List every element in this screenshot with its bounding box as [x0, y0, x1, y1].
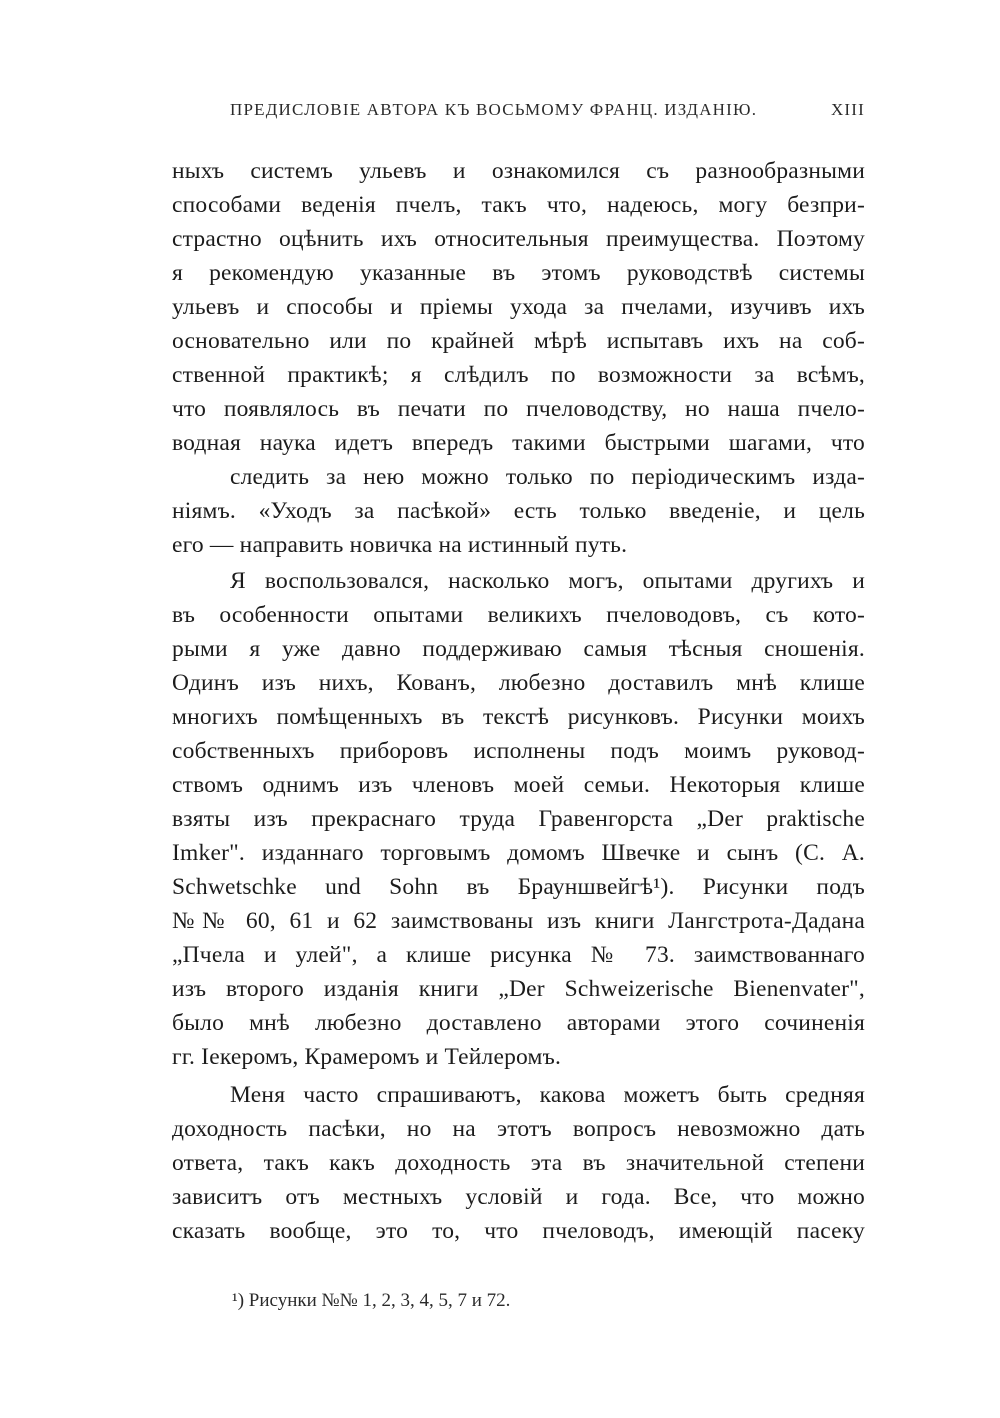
text-line: я рекомендую указанные въ этомъ руководствѣ системы [172, 260, 865, 286]
text-line: собственныхъ приборовъ исполнены подъ моимъ руковод- [172, 738, 865, 764]
text-line: страстно оцѣнить ихъ относительныя преимущества. Поэтому [172, 226, 865, 252]
text-line: рыми я уже давно поддерживаю самыя тѣсныя сношенія. [172, 636, 865, 662]
text-line: сказать вообще, это то, что пчеловодъ, имеющій пасеку [172, 1218, 865, 1244]
text-line: доходность пасѣки, но на этотъ вопросъ невозможно дать [172, 1116, 865, 1142]
paragraph-start-line: Меня часто спрашиваютъ, какова можетъ быть средняя [230, 1082, 865, 1108]
running-head [230, 100, 865, 120]
text-line: ствомъ однимъ изъ членовъ моей семьи. Некоторыя клише [172, 772, 865, 798]
text-line: Schwetschke und Sohn въ Брауншвейгѣ¹). Рисунки подъ [172, 874, 865, 900]
text-line: основательно или по крайней мѣрѣ испытавъ ихъ на соб- [172, 328, 865, 354]
text-line: изъ второго изданія книги „Der Schweizerische Bienenvater", [172, 976, 865, 1002]
text-line: взяты изъ прекраснаго труда Гравенгорста „Der praktische [172, 806, 865, 832]
text-line: „Пчела и улей", а клише рисунка № 73. заимствованнаго [172, 942, 865, 968]
text-line: ныхъ системъ ульевъ и ознакомился съ разнообразными [172, 158, 865, 184]
text-line: зависитъ отъ местныхъ условій и года. Все, что можно [172, 1184, 865, 1210]
text-line: въ особенности опытами великихъ пчеловодовъ, съ кото- [172, 602, 865, 628]
text-line: Одинъ изъ нихъ, Кованъ, любезно доставилъ мнѣ клише [172, 670, 865, 696]
text-line: что появлялось въ печати по пчеловодству, но наша пчело- [172, 396, 865, 422]
text-line: ответа, такъ какъ доходность эта въ значительной степени [172, 1150, 865, 1176]
text-line: водная наука идетъ впередъ такими быстрыми шагами, что [172, 430, 865, 456]
page-number: XIII [830, 100, 865, 119]
text-line: способами веденія пчелъ, такъ что, надеюсь, могу безпри- [172, 192, 865, 218]
footnote: ¹) Рисунки №№ 1, 2, 3, 4, 5, 7 и 72. [232, 1290, 511, 1311]
paragraph-start-line: Я воспользовался, насколько могъ, опытами другихъ и [230, 568, 865, 594]
text-line: его — направить новичка на истинный путь. [172, 532, 628, 558]
text-line: следить за нею можно только по періодическимъ изда- [230, 464, 865, 490]
running-head-title: ПРЕДИСЛОВІЕ АВТОРА КЪ ВОСЬМОМУ ФРАНЦ. ИЗДАНІЮ. [230, 100, 758, 119]
text-line: ніямъ. «Уходъ за пасѣкой» есть только введеніе, и цель [172, 498, 865, 524]
text-line: Imker". изданнаго торговымъ домомъ Швечке и сынъ (С. А. [172, 840, 865, 866]
text-line: гг. Іекеромъ, Крамеромъ и Тейлеромъ. [172, 1044, 562, 1070]
text-line: №№ 60, 61 и 62 заимствованы изъ книги Лангстрота-Дадана [172, 908, 865, 934]
text-line: ульевъ и способы и пріемы ухода за пчелами, изучивъ ихъ [172, 294, 865, 320]
text-line: многихъ помѣщенныхъ въ текстѣ рисунковъ. Рисунки моихъ [172, 704, 865, 730]
text-line: ственной практикѣ; я слѣдилъ по возможности за всѣмъ, [172, 362, 865, 388]
text-line: было мнѣ любезно доставлено авторами этого сочиненія [172, 1010, 865, 1036]
